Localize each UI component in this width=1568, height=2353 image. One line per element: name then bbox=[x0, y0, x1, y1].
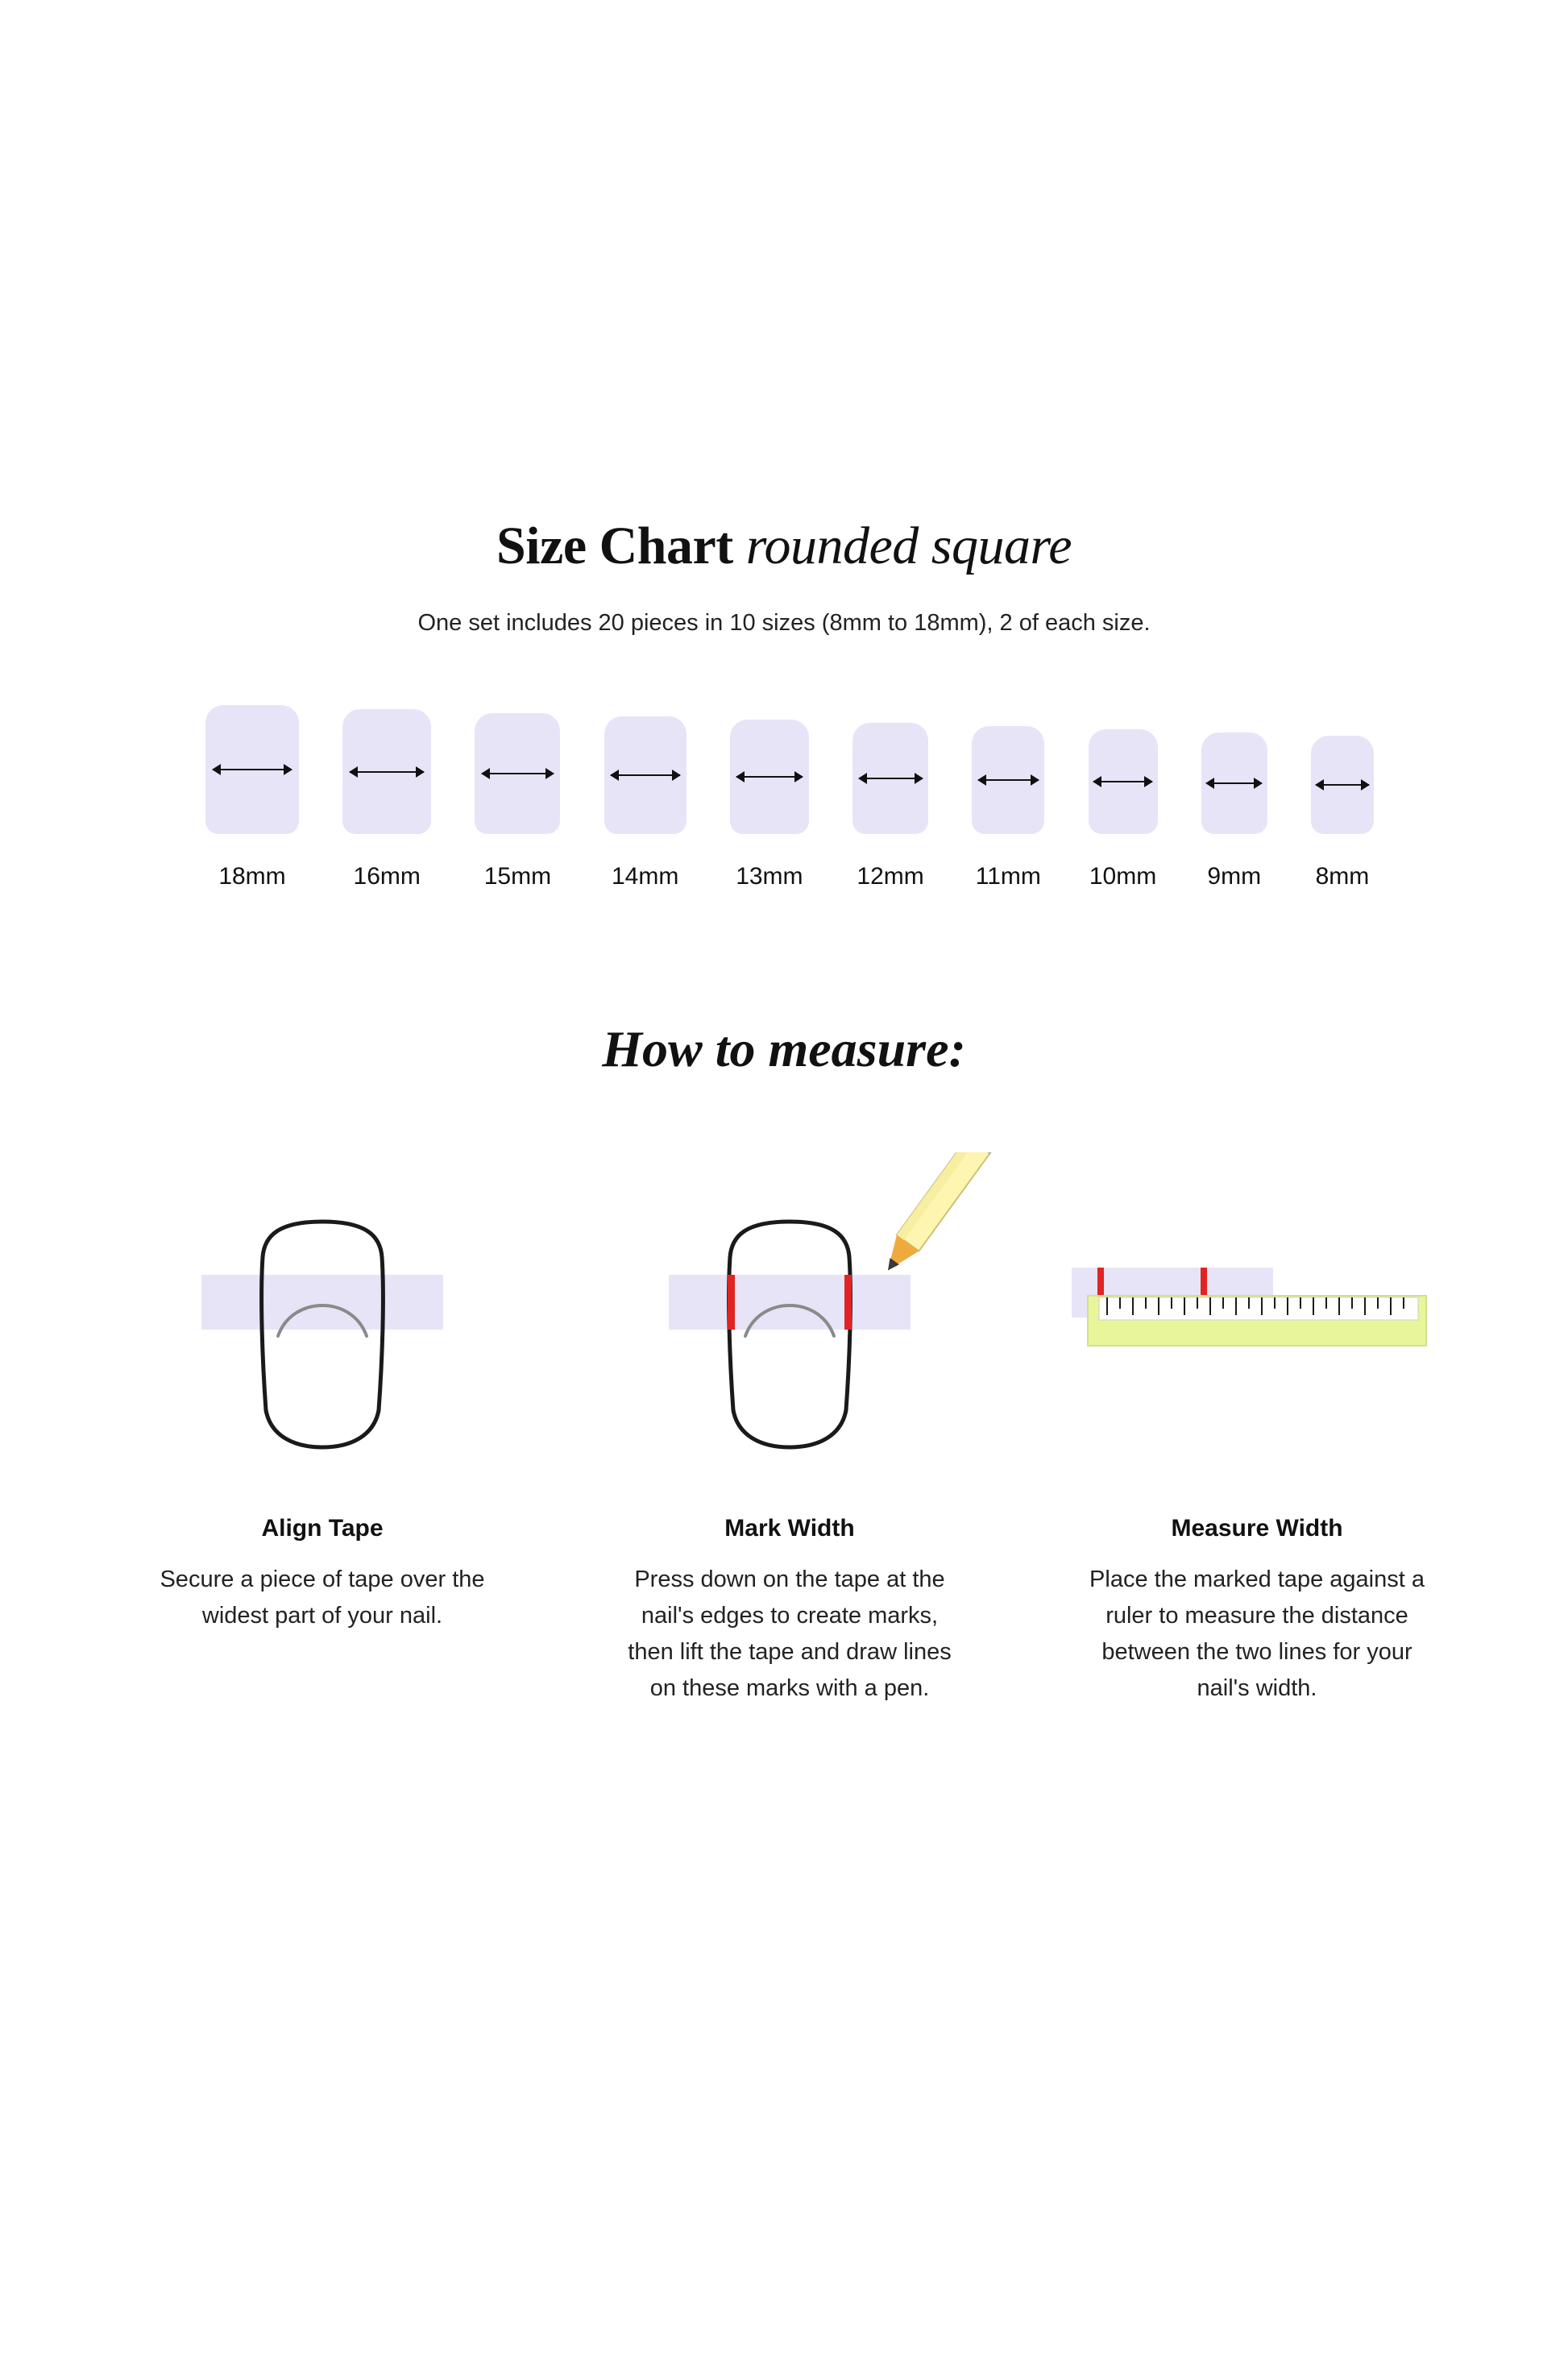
width-arrow bbox=[482, 768, 554, 779]
arrow-head-right-icon bbox=[1144, 776, 1153, 787]
step-mark-width bbox=[580, 1152, 999, 1707]
arrow-line bbox=[736, 776, 803, 778]
step-description: Secure a piece of tape over the widest part of your nail. bbox=[160, 1567, 485, 1629]
arrow-head-right-icon bbox=[1361, 779, 1370, 791]
nail-size-item bbox=[342, 709, 431, 890]
nail-size-label: 15mm bbox=[483, 863, 552, 890]
step-illustration-mark-width bbox=[580, 1152, 999, 1491]
size-chart-subtitle: One set includes 20 pieces in 10 sizes (8mm to 18mm), 2 of each size. bbox=[417, 610, 1151, 636]
width-arrow bbox=[978, 774, 1039, 786]
width-arrow bbox=[1316, 779, 1369, 791]
arrow-head-left-icon bbox=[1315, 779, 1324, 791]
how-to-measure-steps bbox=[113, 1152, 1466, 1707]
page-title-shape: rounded square bbox=[745, 517, 1072, 575]
nail-size-item bbox=[730, 720, 809, 890]
nail-size-label: 13mm bbox=[736, 863, 803, 890]
nail-size-item bbox=[852, 723, 928, 890]
width-arrow bbox=[611, 770, 680, 781]
arrow-line bbox=[350, 771, 424, 773]
arrow-head-right-icon bbox=[545, 768, 554, 779]
nail-swatch bbox=[342, 709, 431, 834]
nail-size-label: 9mm bbox=[1207, 863, 1262, 890]
step-description: Place the marked tape against a ruler to measure the distance between the two lines for your nail's width. bbox=[1089, 1567, 1425, 1701]
arrow-head-right-icon bbox=[1031, 774, 1039, 786]
arrow-line bbox=[213, 769, 291, 770]
arrow-head-right-icon bbox=[284, 764, 292, 775]
arrow-line bbox=[482, 773, 554, 774]
nail-size-label: 10mm bbox=[1089, 863, 1157, 890]
arrow-head-right-icon bbox=[1254, 778, 1263, 789]
nail-size-label: 12mm bbox=[857, 863, 924, 890]
arrow-head-right-icon bbox=[672, 770, 681, 781]
nail-size-label: 14mm bbox=[611, 863, 679, 890]
width-arrow bbox=[1206, 778, 1262, 789]
nail-size-row bbox=[205, 705, 1374, 890]
nail-size-item bbox=[1089, 729, 1158, 890]
step-description: Press down on the tape at the nail's edges to create marks, then lift the tape and draw lines on these marks with a pen. bbox=[628, 1567, 952, 1701]
step-illustration-measure-width bbox=[1047, 1152, 1466, 1491]
arrow-head-left-icon bbox=[1205, 778, 1214, 789]
step-illustration-align-tape bbox=[113, 1152, 532, 1491]
nail-swatch bbox=[1089, 729, 1158, 834]
how-to-measure-heading: How to measure: bbox=[602, 1020, 966, 1077]
nail-size-item bbox=[604, 716, 687, 890]
width-arrow bbox=[859, 773, 923, 784]
nail-swatch bbox=[604, 716, 687, 834]
arrow-head-left-icon bbox=[349, 766, 358, 778]
arrow-head-right-icon bbox=[416, 766, 425, 778]
width-arrow bbox=[213, 764, 291, 775]
step-align-tape bbox=[113, 1152, 532, 1707]
arrow-head-right-icon bbox=[915, 773, 923, 784]
step-title: Measure Width bbox=[1171, 1515, 1343, 1542]
arrow-head-left-icon bbox=[481, 768, 490, 779]
nail-size-label: 11mm bbox=[975, 863, 1041, 890]
nail-size-item bbox=[1201, 732, 1267, 890]
arrow-head-left-icon bbox=[736, 771, 745, 782]
arrow-head-left-icon bbox=[212, 764, 221, 775]
nail-swatch bbox=[730, 720, 809, 834]
nail-swatch bbox=[972, 726, 1044, 834]
page-title-main: Size Chart bbox=[496, 517, 746, 575]
step-title: Mark Width bbox=[724, 1515, 855, 1542]
width-arrow bbox=[350, 766, 424, 778]
width-arrow bbox=[736, 771, 803, 782]
arrow-line bbox=[978, 779, 1039, 781]
step-title: Align Tape bbox=[261, 1515, 384, 1542]
nail-swatch bbox=[475, 713, 560, 834]
arrow-head-left-icon bbox=[977, 774, 986, 786]
arrow-head-right-icon bbox=[794, 771, 803, 782]
nail-swatch bbox=[1201, 732, 1267, 834]
page-title bbox=[0, 516, 1568, 577]
nail-size-item bbox=[475, 713, 560, 890]
arrow-head-left-icon bbox=[1093, 776, 1101, 787]
nail-size-item bbox=[972, 726, 1044, 890]
step-measure-width bbox=[1047, 1152, 1466, 1707]
nail-size-label: 8mm bbox=[1315, 863, 1370, 890]
width-arrow bbox=[1093, 776, 1151, 787]
nail-swatch bbox=[205, 705, 299, 834]
arrow-head-left-icon bbox=[610, 770, 619, 781]
nail-swatch bbox=[852, 723, 928, 834]
nail-size-label: 16mm bbox=[353, 863, 421, 890]
arrow-line bbox=[611, 774, 680, 776]
nail-swatch bbox=[1311, 736, 1374, 834]
arrow-line bbox=[859, 778, 923, 779]
arrow-head-left-icon bbox=[858, 773, 867, 784]
nail-size-label: 18mm bbox=[218, 863, 286, 890]
nail-size-item bbox=[1311, 736, 1374, 890]
nail-size-item bbox=[205, 705, 299, 890]
